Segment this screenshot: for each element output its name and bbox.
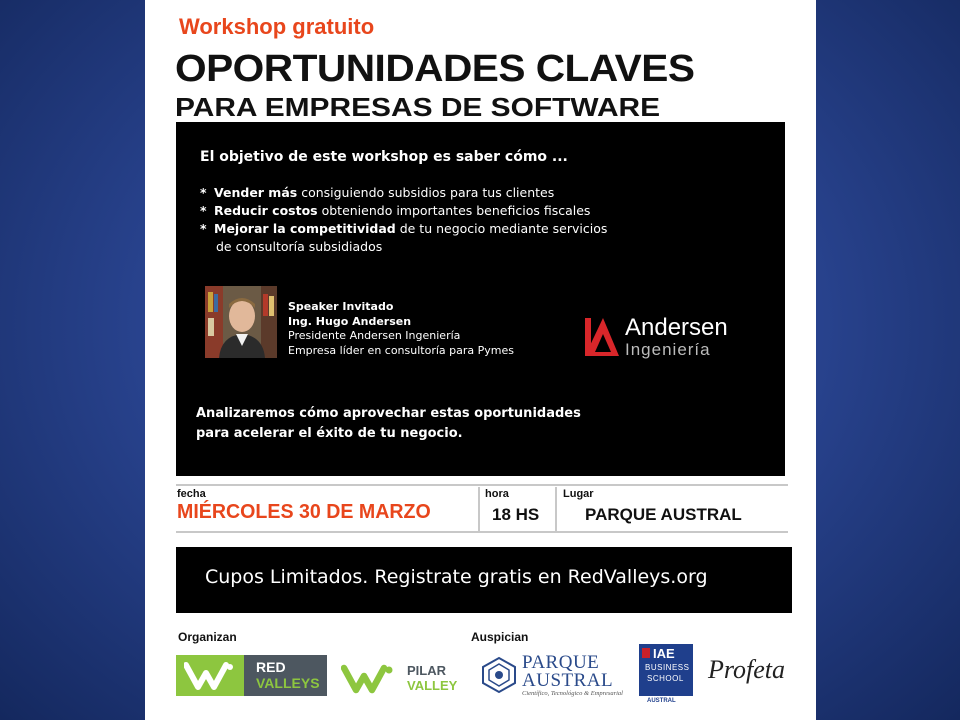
objective-intro: El objetivo de este workshop es saber cómo ... xyxy=(200,149,568,165)
hora-label: hora xyxy=(485,488,509,500)
red-valleys-line1: RED xyxy=(256,659,286,675)
speaker-info xyxy=(288,300,514,358)
parque-austral-line2: AUSTRAL xyxy=(522,670,614,691)
speaker-role: Speaker Invitado xyxy=(288,300,394,313)
objective-item xyxy=(200,184,607,202)
divider-vertical xyxy=(555,487,557,531)
pilar-valley-logo xyxy=(341,659,463,699)
objective-list xyxy=(200,184,607,256)
objective-continuation: de consultoría subsidiados xyxy=(216,239,383,254)
closing-line: para acelerar el éxito de tu negocio. xyxy=(196,426,463,441)
lugar-value: PARQUE AUSTRAL xyxy=(585,505,742,524)
pilar-valley-line2: VALLEY xyxy=(407,678,458,693)
objective-item xyxy=(200,202,607,220)
parque-austral-emblem xyxy=(480,656,518,694)
fecha-label: fecha xyxy=(177,488,206,500)
iae-logo xyxy=(639,644,693,706)
red-valleys-logo xyxy=(176,655,327,696)
content-panel xyxy=(176,122,785,476)
parque-austral-logo xyxy=(480,652,635,700)
andersen-logo xyxy=(583,312,753,362)
parque-austral-tagline: Científico, Tecnológico & Empresarial xyxy=(522,690,623,697)
parque-austral-line1: PARQUE xyxy=(522,652,600,673)
divider-top xyxy=(176,484,788,486)
title-line-1: OPORTUNIDADES CLAVES xyxy=(175,48,695,90)
iae-line1: IAE xyxy=(653,646,675,661)
auspician-label: Auspician xyxy=(471,630,529,644)
red-valleys-line2: VALLEYS xyxy=(256,675,320,691)
registration-banner[interactable] xyxy=(176,547,792,613)
organizan-label: Organizan xyxy=(178,630,237,644)
objective-text: de tu negocio mediante servicios xyxy=(395,221,608,236)
objective-emphasis: Reducir costos xyxy=(214,203,318,218)
objective-text: consiguiendo subsidios para tus clientes xyxy=(297,185,555,200)
lugar-label: Lugar xyxy=(563,488,594,500)
iae-sub: AUSTRAL xyxy=(647,698,676,704)
workshop-label: Workshop gratuito xyxy=(179,14,375,39)
divider-bottom xyxy=(176,531,788,533)
closing-text xyxy=(196,404,581,444)
bullet-star: * xyxy=(200,221,207,236)
iae-line3: SCHOOL xyxy=(647,674,684,683)
hora-value: 18 HS xyxy=(492,505,540,524)
speaker-photo xyxy=(205,286,277,358)
closing-line: Analizaremos cómo aprovechar estas oportunidades xyxy=(196,406,581,421)
objective-text: obteniendo importantes beneficios fiscales xyxy=(317,203,591,218)
objective-item xyxy=(200,220,607,238)
bullet-star: * xyxy=(200,203,207,218)
speaker-name: Ing. Hugo Andersen xyxy=(288,314,412,328)
title-line-2: PARA EMPRESAS DE SOFTWARE xyxy=(175,92,661,122)
workshop-flyer xyxy=(145,0,816,720)
objective-emphasis: Vender más xyxy=(214,185,298,200)
divider-vertical xyxy=(478,487,480,531)
speaker-position: Presidente Andersen Ingeniería xyxy=(288,329,461,342)
andersen-logo-name: Andersen xyxy=(625,314,728,341)
speaker-company-desc: Empresa líder en consultoría para Pymes xyxy=(288,343,514,357)
bullet-star: * xyxy=(200,185,207,200)
profeta-logo: Profeta xyxy=(708,655,786,684)
pilar-valley-line1: PILAR xyxy=(407,663,446,678)
iae-line2: BUSINESS xyxy=(645,663,690,672)
andersen-logo-sub: Ingeniería xyxy=(625,340,711,359)
fecha-value: MIÉRCOLES 30 DE MARZO xyxy=(177,501,431,523)
objective-emphasis: Mejorar la competitividad xyxy=(214,221,396,236)
registration-text[interactable]: Cupos Limitados. Registrate gratis en RedValleys.org xyxy=(205,566,708,588)
